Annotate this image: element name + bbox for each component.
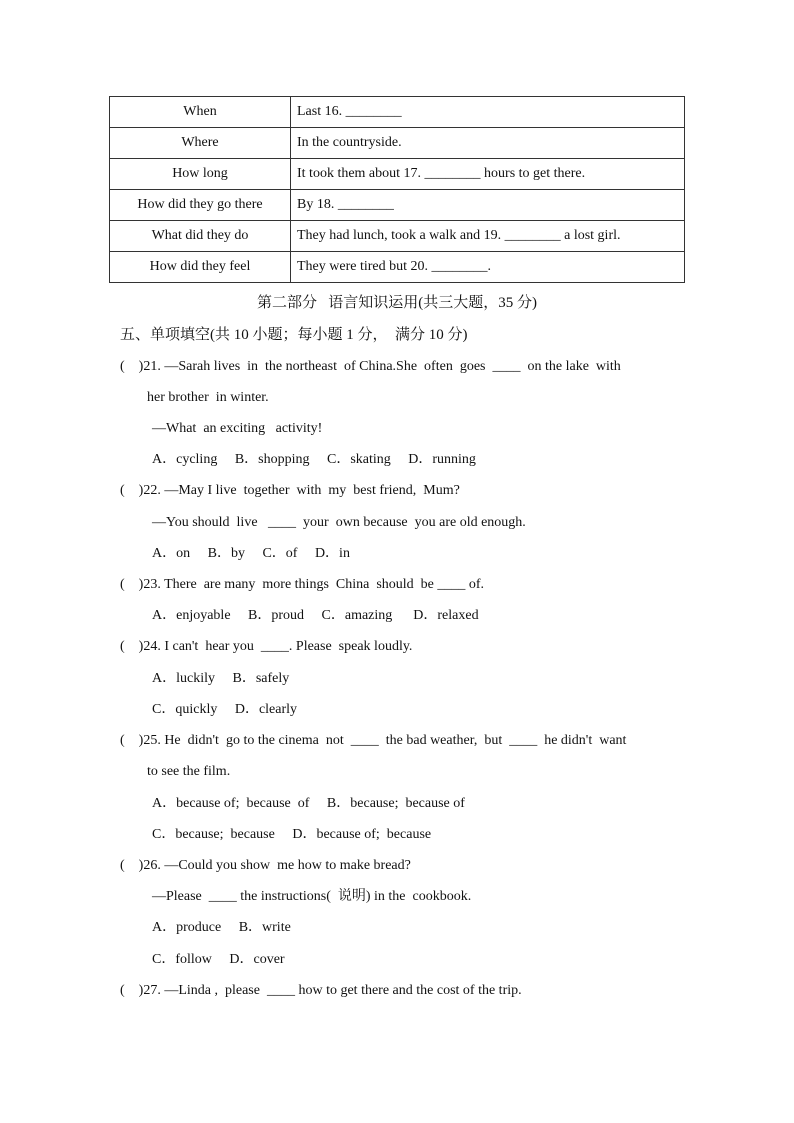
answer-options: C．quickly D．clearly — [152, 702, 298, 717]
table-key: How did they feel — [110, 252, 291, 283]
dialogue-line: —You should live ____ your own because you are old enough. — [152, 515, 526, 530]
answer-options: A．luckily B．safely — [152, 671, 290, 686]
question-25: ( )25. He didn't go to the cinema not ____ the bad weather, but ____ he didn't want — [120, 733, 627, 748]
table-value: It took them about 17. ________ hours to get there. — [291, 159, 685, 190]
table-value: They were tired but 20. ________. — [291, 252, 685, 283]
table-row — [110, 221, 685, 252]
question-text: her brother in winter. — [147, 390, 269, 405]
table-key: Where — [110, 128, 291, 159]
question-24: ( )24. I can't hear you ____. Please speak loudly. — [120, 639, 413, 654]
table-value: Last 16. ________ — [291, 97, 685, 128]
table-key: What did they do — [110, 221, 291, 252]
table-row — [110, 159, 685, 190]
info-table — [109, 96, 685, 283]
part-title: 第二部分 语言知识运用(共三大题，35 分) — [257, 295, 537, 311]
question-27: ( )27. —Linda , please ____ how to get there and the cost of the trip. — [120, 983, 522, 998]
answer-options: A．on B．by C．of D．in — [152, 546, 350, 561]
table-key: How did they go there — [110, 190, 291, 221]
answer-options: C．follow D．cover — [152, 952, 285, 967]
table-key: How long — [110, 159, 291, 190]
question-22: ( )22. —May I live together with my best friend, Mum? — [120, 483, 460, 498]
table-row — [110, 190, 685, 221]
table-value: By 18. ________ — [291, 190, 685, 221]
table-row — [110, 252, 685, 283]
table-key: When — [110, 97, 291, 128]
question-text: to see the film. — [147, 764, 231, 779]
question-23: ( )23. There are many more things China should be ____ of. — [120, 577, 485, 592]
answer-options: C．because; because D．because of; because — [152, 827, 432, 842]
table-row — [110, 97, 685, 128]
table-row — [110, 128, 685, 159]
table-value: In the countryside. — [291, 128, 685, 159]
table-value: They had lunch, took a walk and 19. ________ a lost girl. — [291, 221, 685, 252]
dialogue-line: —What an exciting activity! — [152, 421, 323, 436]
answer-options: A．cycling B．shopping C．skating D．running — [152, 452, 476, 467]
answer-options: A．produce B．write — [152, 920, 291, 935]
question-21: ( )21. —Sarah lives in the northeast of China.She often goes ____ on the lake with — [120, 359, 621, 374]
question-26: ( )26. —Could you show me how to make bread? — [120, 858, 411, 873]
answer-options: A．enjoyable B．proud C．amazing D．relaxed — [152, 608, 479, 623]
dialogue-line: —Please ____ the instructions( 说明) in the cookbook. — [152, 889, 472, 904]
section-heading: 五、单项填空(共 10 小题；每小题 1 分， 满分 10 分) — [120, 327, 468, 343]
answer-options: A．because of; because of B．because; because of — [152, 796, 465, 811]
